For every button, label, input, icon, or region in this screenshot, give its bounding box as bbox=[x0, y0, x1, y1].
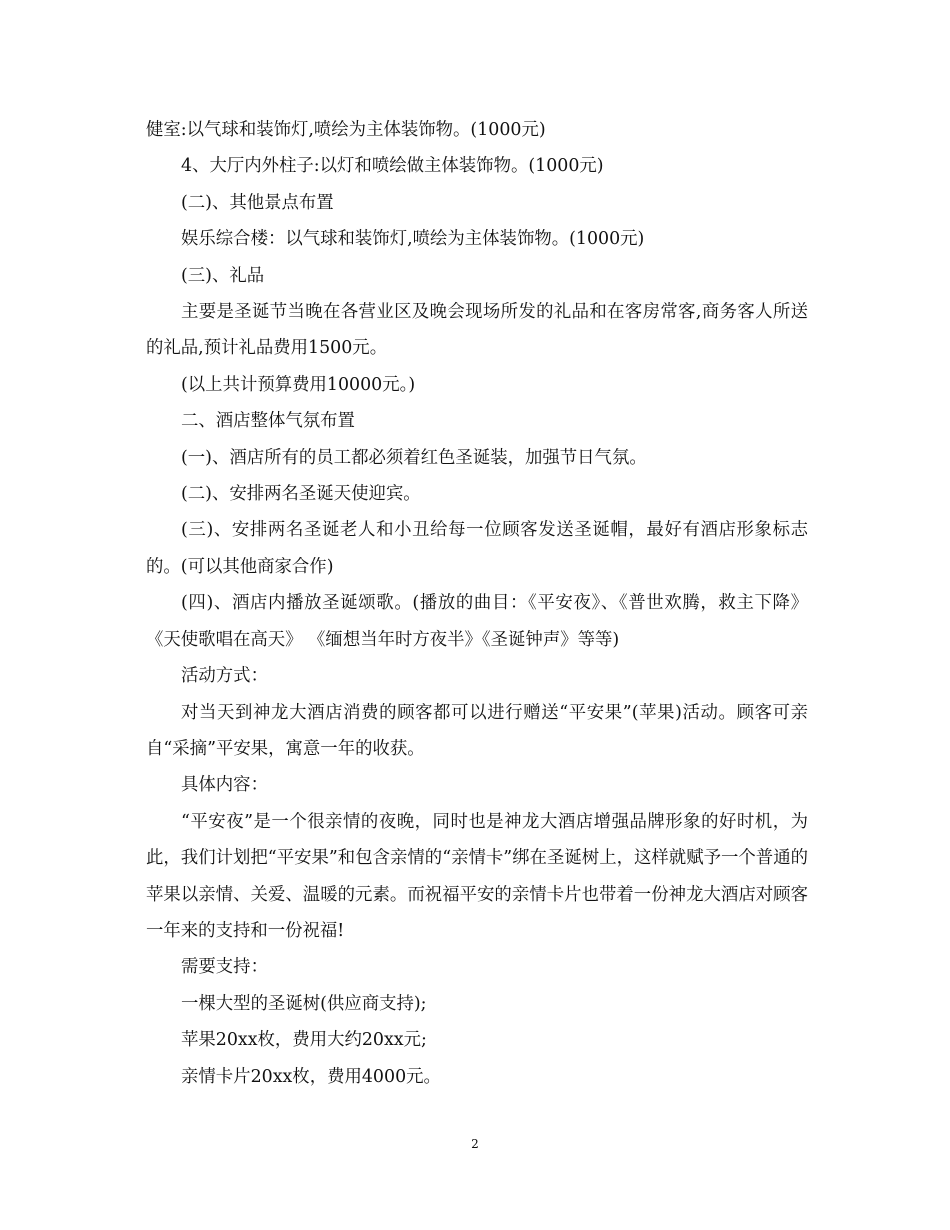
paragraph: 健室:以气球和装饰灯,喷绘为主体装饰物。(1000元) bbox=[146, 120, 546, 140]
section-heading: 具体内容： bbox=[181, 775, 268, 796]
paragraph: “平安夜”是一个很亲情的夜晚，同时也是神龙大酒店增强品牌形象的好时机，为此，我们计划把“平安果”和包含亲情的“亲情卡”绑在圣诞树上，这样就赋予一个普通的苹果以亲情、关爱、温暖的元素。而祝福平安的亲情卡片也带着一份神龙大酒店对顾客一年来的支持和一份祝福! bbox=[146, 811, 808, 941]
document-body bbox=[146, 112, 814, 1095]
section-heading: (二)、其他景点布置 bbox=[181, 192, 334, 213]
paragraph: 4、大厅内外柱子:以灯和喷绘做主体装饰物。(1000元) bbox=[181, 156, 604, 177]
paragraph: 对当天到神龙大酒店消费的顾客都可以进行赠送“平安果”(苹果)活动。顾客可亲自“采摘”平安果，寓意一年的收获。 bbox=[146, 702, 808, 759]
section-heading: 二、酒店整体气氛布置 bbox=[181, 411, 355, 432]
paragraph: (四)、酒店内播放圣诞颂歌。(播放的曲目：《平安夜》、《普世欢腾，救主下降》 《天使歌唱在高天》 《缅想当年时方夜半》《圣诞钟声》等等) bbox=[146, 593, 814, 650]
list-item: 一棵大型的圣诞树(供应商支持); bbox=[181, 993, 427, 1014]
paragraph: 娱乐综合楼：以气球和装饰灯,喷绘为主体装饰物。(1000元) bbox=[181, 229, 645, 250]
paragraph: (以上共计预算费用10000元。) bbox=[181, 374, 416, 395]
paragraph: (一)、酒店所有的员工都必须着红色圣诞装，加强节日气氛。 bbox=[181, 447, 647, 468]
list-item: 亲情卡片20xx枚，费用4000元。 bbox=[181, 1066, 441, 1087]
paragraph: (二)、安排两名圣诞天使迎宾。 bbox=[181, 484, 421, 505]
paragraph: (三)、安排两名圣诞老人和小丑给每一位顾客发送圣诞帽，最好有酒店形象标志的。(可以其他商家合作) bbox=[146, 520, 808, 577]
page-number: 2 bbox=[471, 1137, 479, 1151]
section-heading: 需要支持： bbox=[181, 957, 268, 978]
section-heading: 活动方式： bbox=[181, 666, 268, 687]
list-item: 苹果20xx枚，费用大约20xx元; bbox=[181, 1030, 427, 1051]
section-heading: (三)、礼品 bbox=[181, 265, 265, 286]
paragraph: 主要是圣诞节当晚在各营业区及晚会现场所发的礼品和在客房常客,商务客人所送的礼品,预计礼品费用1500元。 bbox=[146, 302, 808, 359]
